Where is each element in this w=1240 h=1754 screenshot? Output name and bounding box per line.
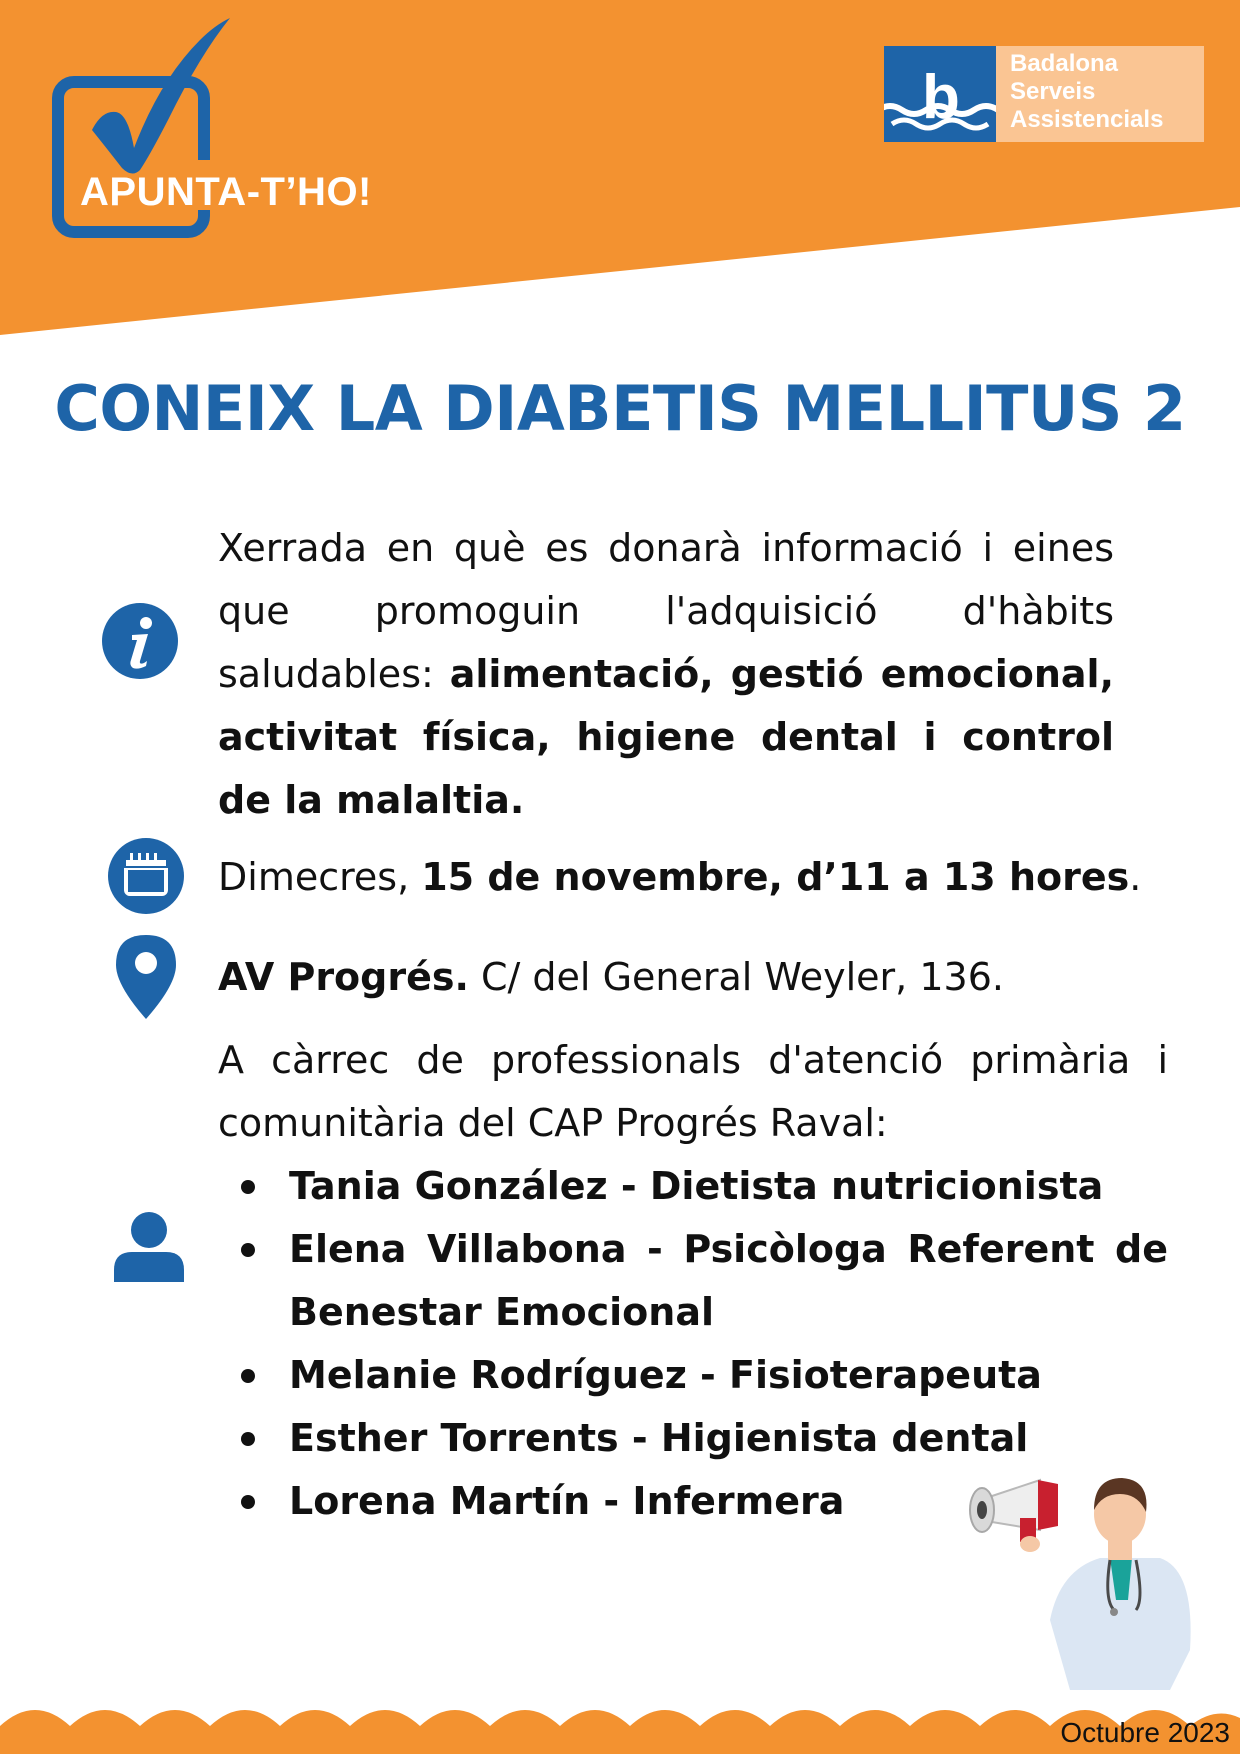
list-item — [241, 1218, 1168, 1344]
info-paragraph — [218, 517, 1114, 832]
logo-letter: b — [922, 63, 960, 132]
bullet — [241, 1495, 255, 1509]
calendar-icon — [108, 838, 184, 914]
list-item — [241, 1155, 1168, 1218]
logo-line-3: Assistencials — [1010, 106, 1164, 133]
bullet — [241, 1369, 255, 1383]
badge-label: APUNTA-T’HO! — [80, 170, 372, 214]
footer-date: Octubre 2023 — [1060, 1717, 1230, 1748]
speaker-name: Melanie Rodríguez - Fisioterapeuta — [289, 1353, 1042, 1397]
location-address: C/ del General Weyler, 136. — [468, 955, 1004, 999]
location-line — [218, 946, 1138, 1009]
logo-line-2: Serveis — [1010, 78, 1096, 105]
page-title: CONEIX LA DIABETIS MELLITUS 2 — [54, 372, 1186, 445]
location-name: AV Progrés. — [218, 955, 469, 999]
logo-line-1: Badalona — [1010, 50, 1119, 77]
schedule-line — [218, 846, 1142, 909]
user-icon — [114, 1212, 184, 1282]
list-item — [241, 1344, 1168, 1407]
schedule-day: Dimecres, — [218, 855, 422, 899]
schedule-when: 15 de novembre, d’11 a 13 hores — [421, 855, 1130, 899]
speaker-name: Esther Torrents - Higienista dental — [289, 1416, 1029, 1460]
info-intro: Xerrada en què es donarà informació i eines que promoguin l'adquisició d'hàbits saludables: — [218, 526, 1114, 696]
brand-logo — [884, 46, 1204, 142]
schedule-end: . — [1129, 855, 1142, 899]
bullet — [241, 1243, 255, 1257]
speaker-name: Lorena Martín - Infermera — [289, 1479, 845, 1523]
megaphone-icon — [960, 1450, 1200, 1690]
footer-wave — [0, 1694, 1240, 1754]
location-pin-icon — [116, 935, 176, 1019]
logo-wave-icon — [884, 46, 996, 142]
speaker-name: Elena Villabona - Psicòloga Referent de Benestar Emocional — [289, 1227, 1168, 1334]
info-icon — [102, 603, 178, 679]
speaker-name: Tania González - Dietista nutricionista — [289, 1164, 1104, 1208]
bullet — [241, 1180, 255, 1194]
info-topics: alimentació, gestió emocional, activitat física, higiene dental i control de la malaltia. — [218, 652, 1114, 822]
logo-mark — [884, 46, 996, 142]
bullet — [241, 1432, 255, 1446]
speakers-intro: A càrrec de professionals d'atenció primària i comunitària del CAP Progrés Raval: — [218, 1038, 1168, 1145]
